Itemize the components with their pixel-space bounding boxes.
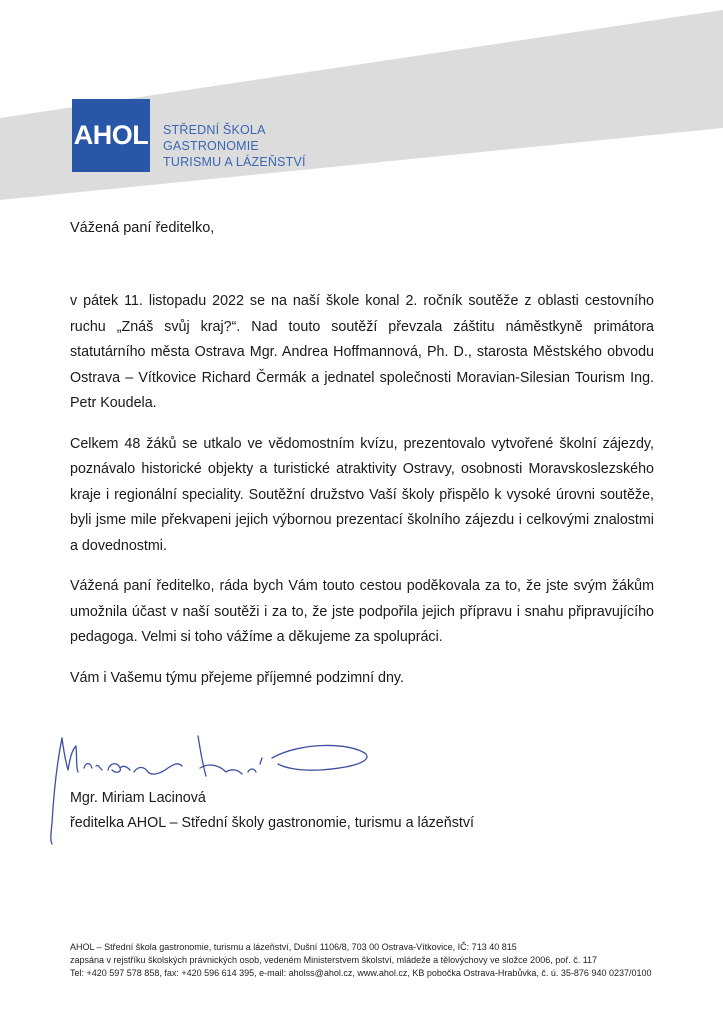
letter-body	[70, 289, 654, 706]
logo-mark: AHOL	[73, 120, 149, 150]
school-name-line: GASTRONOMIE	[163, 139, 259, 153]
paragraph: v pátek 11. listopadu 2022 se na naší škole konal 2. ročník soutěže z oblasti cestovního ruchu „Znáš svůj kraj?“. Nad touto soutěží převzala záštitu náměstkyně primátora statutárního města Ostrava Mgr. Andrea Hoffmannová, Ph. D., starosta Městského obvodu Ostrava – Vítkovice Richard Čermák a jednatel společnosti Moravian-Silesian Tourism Ing. Petr Koudela.	[70, 293, 654, 411]
paragraph: Vážená paní ředitelko, ráda bych Vám touto cestou poděkovala za to, že jste svým žákům umožnila účast v naší soutěži i za to, že jste podpořila jejich přípravu i snahu připravujícího pedagoga. Velmi si toho vážíme a děkujeme za spolupráci.	[70, 578, 654, 645]
signer-block	[70, 786, 474, 836]
signer-title: ředitelka AHOL – Střední školy gastronomie, turismu a lázeňství	[70, 815, 474, 831]
paragraph: Celkem 48 žáků se utkalo ve vědomostním kvízu, prezentovalo vytvořené školní zájezdy, poznávalo historické objekty a turistické atraktivity Ostravy, osobnosti Moravskoslezského kraje i regionální speciality. Soutěžní družstvo Vaší školy přispělo k vysoké úrovni soutěže, byli jsme mile překvapeni jejich výbornou prezentací školního zájezdu i celkovými znalostmi a dovednostmi.	[70, 435, 654, 554]
paragraph: Vám i Vašemu týmu přejeme příjemné podzimní dny.	[70, 669, 404, 686]
footer-line: AHOL – Střední škola gastronomie, turismu a lázeňství, Dušní 1106/8, 703 00 Ostrava-Vítkovice, IČ: 713 40 815	[70, 942, 517, 952]
footer-line: zapsána v rejstříku školských právnických osob, vedeném Ministerstvem školství, mládeže a tělovýchovy ve složce 2006, poř. č. 117	[70, 955, 598, 965]
school-name-line: STŘEDNÍ ŠKOLA	[163, 123, 266, 137]
signer-name: Mgr. Miriam Lacinová	[70, 790, 206, 806]
footer-line: Tel: +420 597 578 858, fax: +420 596 614 395, e-mail: aholss@ahol.cz, www.ahol.cz, KB pobočka Ostrava-Hrabůvka, č. ú. 35-876 940 0237/0100	[70, 968, 652, 978]
salutation: Vážená paní ředitelko,	[70, 220, 215, 236]
ahol-logo	[72, 99, 150, 172]
school-name-line: TURISMU A LÁZEŇSTVÍ	[163, 155, 306, 169]
footer	[70, 941, 652, 980]
school-name	[163, 122, 306, 170]
